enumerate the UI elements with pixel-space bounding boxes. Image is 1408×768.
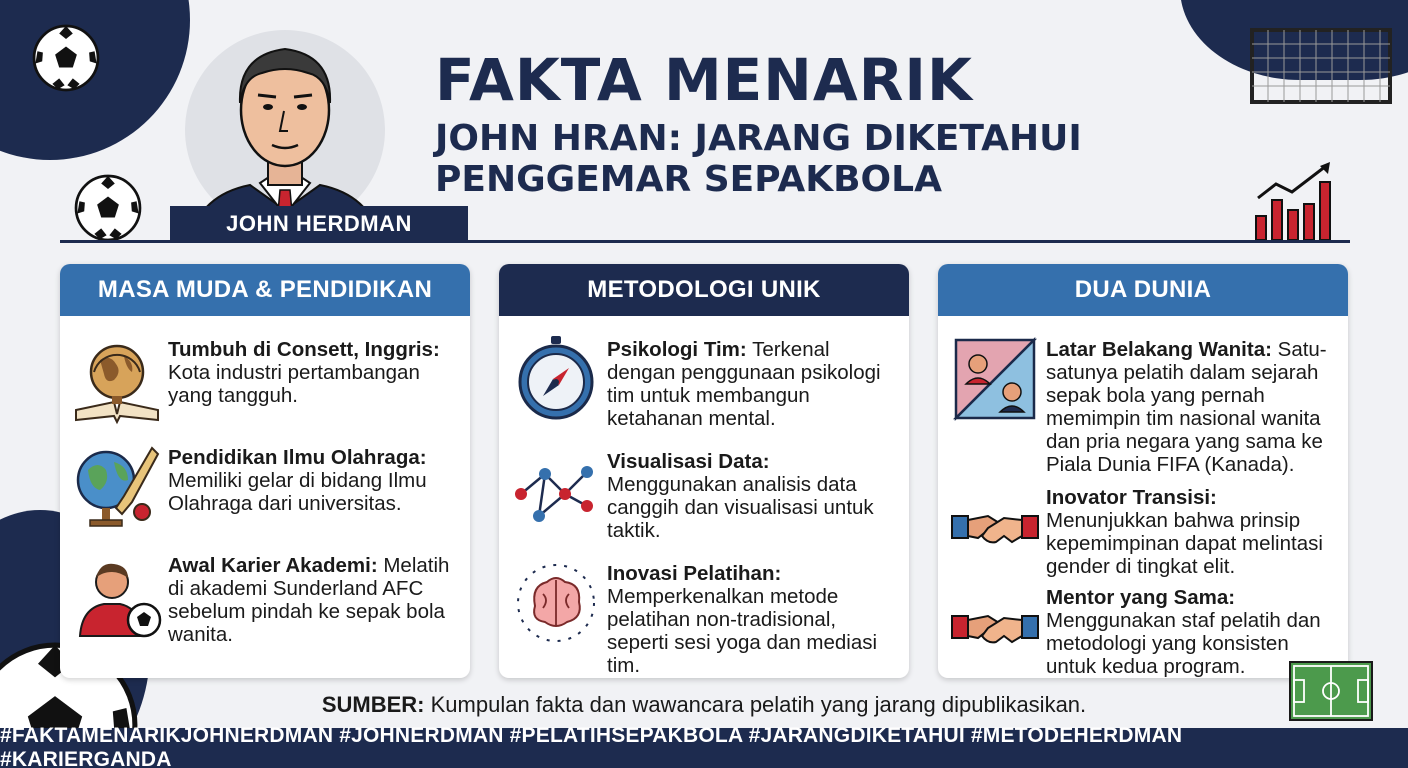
fact-title: Mentor yang Sama: <box>1046 586 1236 609</box>
fact-item <box>70 548 458 646</box>
fact-title: Inovator Transisi: <box>1046 486 1217 509</box>
fact-item <box>948 580 1336 678</box>
fact-text: Menggunakan analisis data canggih dan visualisasi untuk taktik. <box>607 473 874 542</box>
fact-text: Menggunakan staf pelatih dan metodologi yang konsisten untuk kedua program. <box>1046 609 1321 678</box>
fact-title: Pendidikan Ilmu Olahraga: <box>168 446 427 469</box>
fact-item <box>948 332 1336 476</box>
fact-item <box>948 480 1336 578</box>
handshake-icon <box>948 480 1042 574</box>
network-graph-icon <box>509 444 603 538</box>
fact-title: Psikologi Tim: <box>607 338 747 361</box>
fact-item <box>509 556 897 677</box>
fact-text: Satu-satunya pelatih dalam sejarah sepak bola yang pernah memimpin tim nasional wanita dan pria negara yang sama ke Piala Dunia FIFA (Kanada). <box>1046 338 1327 476</box>
header-divider <box>60 240 1350 243</box>
fact-title: Inovasi Pelatihan: <box>607 562 782 585</box>
name-tag: JOHN HERDMAN <box>170 206 468 242</box>
fact-item <box>509 332 897 430</box>
card-header: METODOLOGI UNIK <box>499 264 909 316</box>
source-line <box>0 692 1408 718</box>
fact-text: Terkenal dengan penggunaan psikologi tim untuk membangun ketahanan mental. <box>607 338 881 430</box>
fact-title: Visualisasi Data: <box>607 450 770 473</box>
fact-title: Awal Karier Akademi: <box>168 554 378 577</box>
card-metodologi-unik <box>499 264 909 678</box>
globe-book-icon <box>70 332 164 426</box>
fact-title: Tumbuh di Consett, Inggris: <box>168 338 440 361</box>
fact-text: Melatih di akademi Sunderland AFC sebelum pindah ke sepak bola wanita. <box>168 554 450 646</box>
growth-chart-icon <box>1252 160 1338 244</box>
fact-item <box>70 440 458 534</box>
fact-text: Memiliki gelar di bidang Ilmu Olahraga dari universitas. <box>168 469 427 515</box>
source-label: SUMBER: <box>321 692 425 717</box>
card-masa-muda <box>60 264 470 678</box>
soccer-ball-icon <box>32 24 100 92</box>
card-header: MASA MUDA & PENDIDIKAN <box>60 264 470 316</box>
brain-icon <box>509 556 603 650</box>
source-text: Kumpulan fakta dan wawancara pelatih yang jarang dipublikasikan. <box>430 692 1087 717</box>
card-dua-dunia <box>938 264 1348 678</box>
hashtag-bar <box>0 724 1408 768</box>
hashtags: #FAKTAMENARIKJOHNERDMAN #JOHNERDMAN #PELATIHSEPAKBOLA #JARANGDIKETAHUI #METODEHERDMAN #KARIERGANDA <box>0 724 1183 768</box>
goal-net-icon <box>1248 26 1394 106</box>
soccer-ball-icon <box>74 174 142 242</box>
fact-item <box>70 332 458 426</box>
fact-item <box>509 444 897 542</box>
title-block <box>435 46 1255 201</box>
handshake-icon <box>948 580 1042 674</box>
fact-text: Kota industri pertambangan yang tangguh. <box>168 361 420 407</box>
globe-cricket-bat-icon <box>70 440 164 534</box>
coach-football-icon <box>70 548 164 642</box>
fact-text: Memperkenalkan metode pelatihan non-tradisional, seperti sesi yoga dan mediasi tim. <box>607 585 878 677</box>
page-title: FAKTA MENARIK <box>435 46 973 114</box>
page-subtitle-line-1: JOHN HRAN: JARANG DIKETAHUI <box>435 117 1082 159</box>
card-header: DUA DUNIA <box>938 264 1348 316</box>
page-subtitle-line-2: PENGGEMAR SEPAKBOLA <box>435 159 942 201</box>
fact-title: Latar Belakang Wanita: <box>1046 338 1272 361</box>
woman-man-split-icon <box>948 332 1042 426</box>
compass-icon <box>509 332 603 426</box>
fact-text: Menunjukkan bahwa prinsip kepemimpinan dapat melintasi gender di tingkat elit. <box>1046 509 1323 578</box>
